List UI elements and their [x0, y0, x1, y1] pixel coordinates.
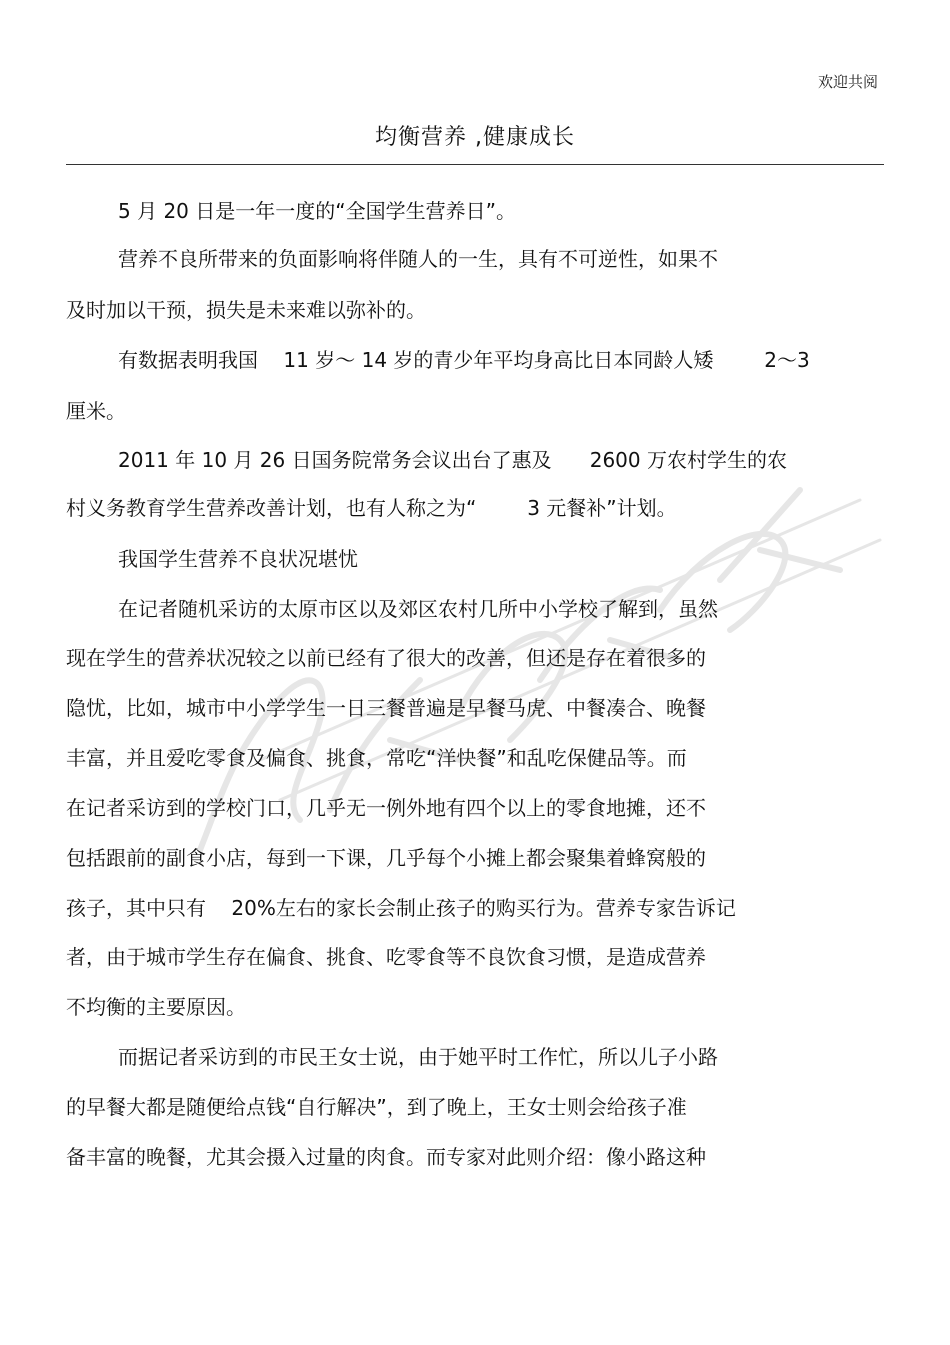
body-line: 备丰富的晚餐，尤其会摄入过量的肉食。而专家对此则介绍：像小路这种 [66, 1145, 706, 1169]
title-divider [66, 164, 884, 165]
body-line: 丰富，并且爱吃零食及偏食、挑食，常吃“洋快餐”和乱吃保健品等。而 [66, 746, 687, 770]
body-line: 营养不良所带来的负面影响将伴随人的一生，具有不可逆性，如果不 [118, 247, 718, 271]
document-title: 均衡营养 ,健康成长 [375, 125, 575, 150]
body-line: 隐忧，比如，城市中小学学生一日三餐普遍是早餐马虎、中餐凑合、晚餐 [66, 696, 706, 720]
body-line: 现在学生的营养状况较之以前已经有了很大的改善，但还是存在着很多的 [66, 646, 706, 670]
body-line: 孩子，其中只有 20%左右的家长会制止孩子的购买行为。营养专家告诉记 [66, 896, 736, 920]
body-line: 而据记者采访到的市民王女士说，由于她平时工作忙，所以儿子小路 [118, 1045, 718, 1069]
body-line: 包括跟前的副食小店，每到一下课，几乎每个小摊上都会聚集着蜂窝般的 [66, 846, 706, 870]
section-heading: 我国学生营养不良状况堪忧 [118, 547, 358, 571]
body-line: 有数据表明我国 11 岁～ 14 岁的青少年平均身高比日本同龄人矮 2～3 [118, 348, 810, 372]
body-line: 在记者采访到的学校门口，几乎无一例外地有四个以上的零食地摊，还不 [66, 796, 706, 820]
header-corner-text: 欢迎共阅 [817, 73, 878, 91]
body-line: 的早餐大都是随便给点钱“自行解决”，到了晚上，王女士则会给孩子准 [66, 1095, 687, 1119]
body-line: 厘米。 [66, 399, 126, 423]
body-line: 2011 年 10 月 26 日国务院常务会议出台了惠及 2600 万农村学生的农 [118, 448, 787, 472]
body-line: 不均衡的主要原因。 [66, 995, 246, 1019]
body-line: 5 月 20 日是一年一度的“全国学生营养日”。 [118, 199, 516, 223]
body-line: 在记者随机采访的太原市区以及郊区农村几所中小学校了解到，虽然 [118, 597, 718, 621]
body-line: 村义务教育学生营养改善计划，也有人称之为“ 3 元餐补”计划。 [66, 496, 677, 520]
body-line: 者，由于城市学生存在偏食、挑食、吃零食等不良饮食习惯，是造成营养 [66, 945, 706, 969]
body-line: 及时加以干预，损失是未来难以弥补的。 [66, 298, 426, 322]
